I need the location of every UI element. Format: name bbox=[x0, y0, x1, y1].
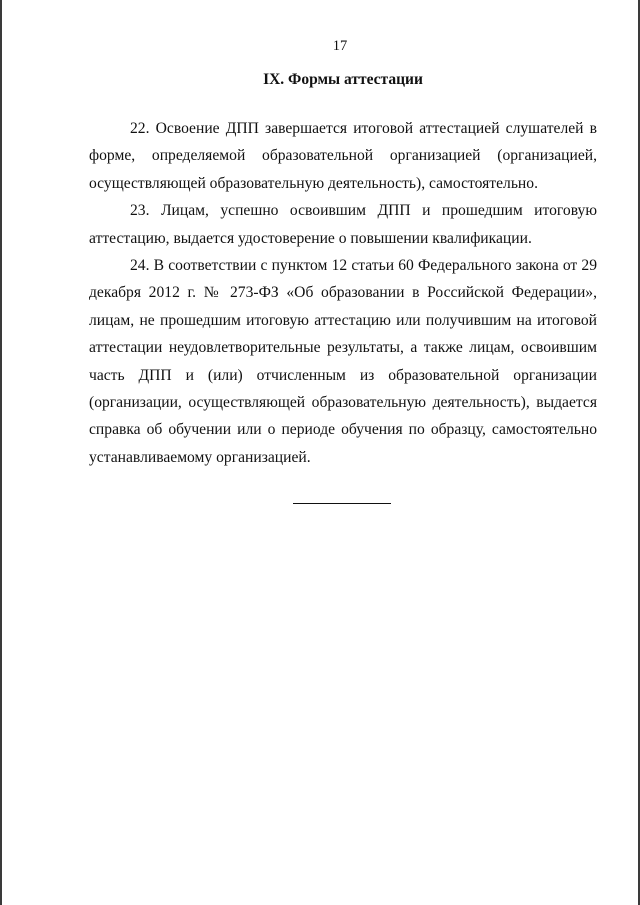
paragraph-22: 22. Освоение ДПП завершается итоговой аттестацией слушателей в форме, определяемой образовательной организацией (организацией, осуществляющей образовательную деятельность), самостоятельно. bbox=[89, 120, 597, 192]
page-number: 17 bbox=[332, 38, 348, 54]
end-of-text-rule bbox=[293, 503, 391, 504]
paragraph-23: 23. Лицам, успешно освоившим ДПП и прошедшим итоговую аттестацию, выдается удостоверение о повышении квалификации. bbox=[89, 202, 597, 247]
body-text bbox=[89, 115, 597, 471]
paragraph-24: 24. В соответствии с пунктом 12 статьи 60 Федерального закона от 29 декабря 2012 г. № 273-ФЗ «Об образовании в Российской Федерации», лицам, не прошедшим итоговую аттестацию или получившим на итоговой аттестации неудовлетворительные результаты, а также лицам, освоившим часть ДПП и (или) отчисленным из образовательной организации (организации, осуществляющей образовательную деятельность), выдается справка об обучении или о периоде обучения по образцу, самостоятельно устанавливаемому организацией. bbox=[89, 257, 597, 466]
page-left-edge bbox=[0, 0, 2, 905]
section-title: IX. Формы аттестации bbox=[263, 71, 423, 88]
